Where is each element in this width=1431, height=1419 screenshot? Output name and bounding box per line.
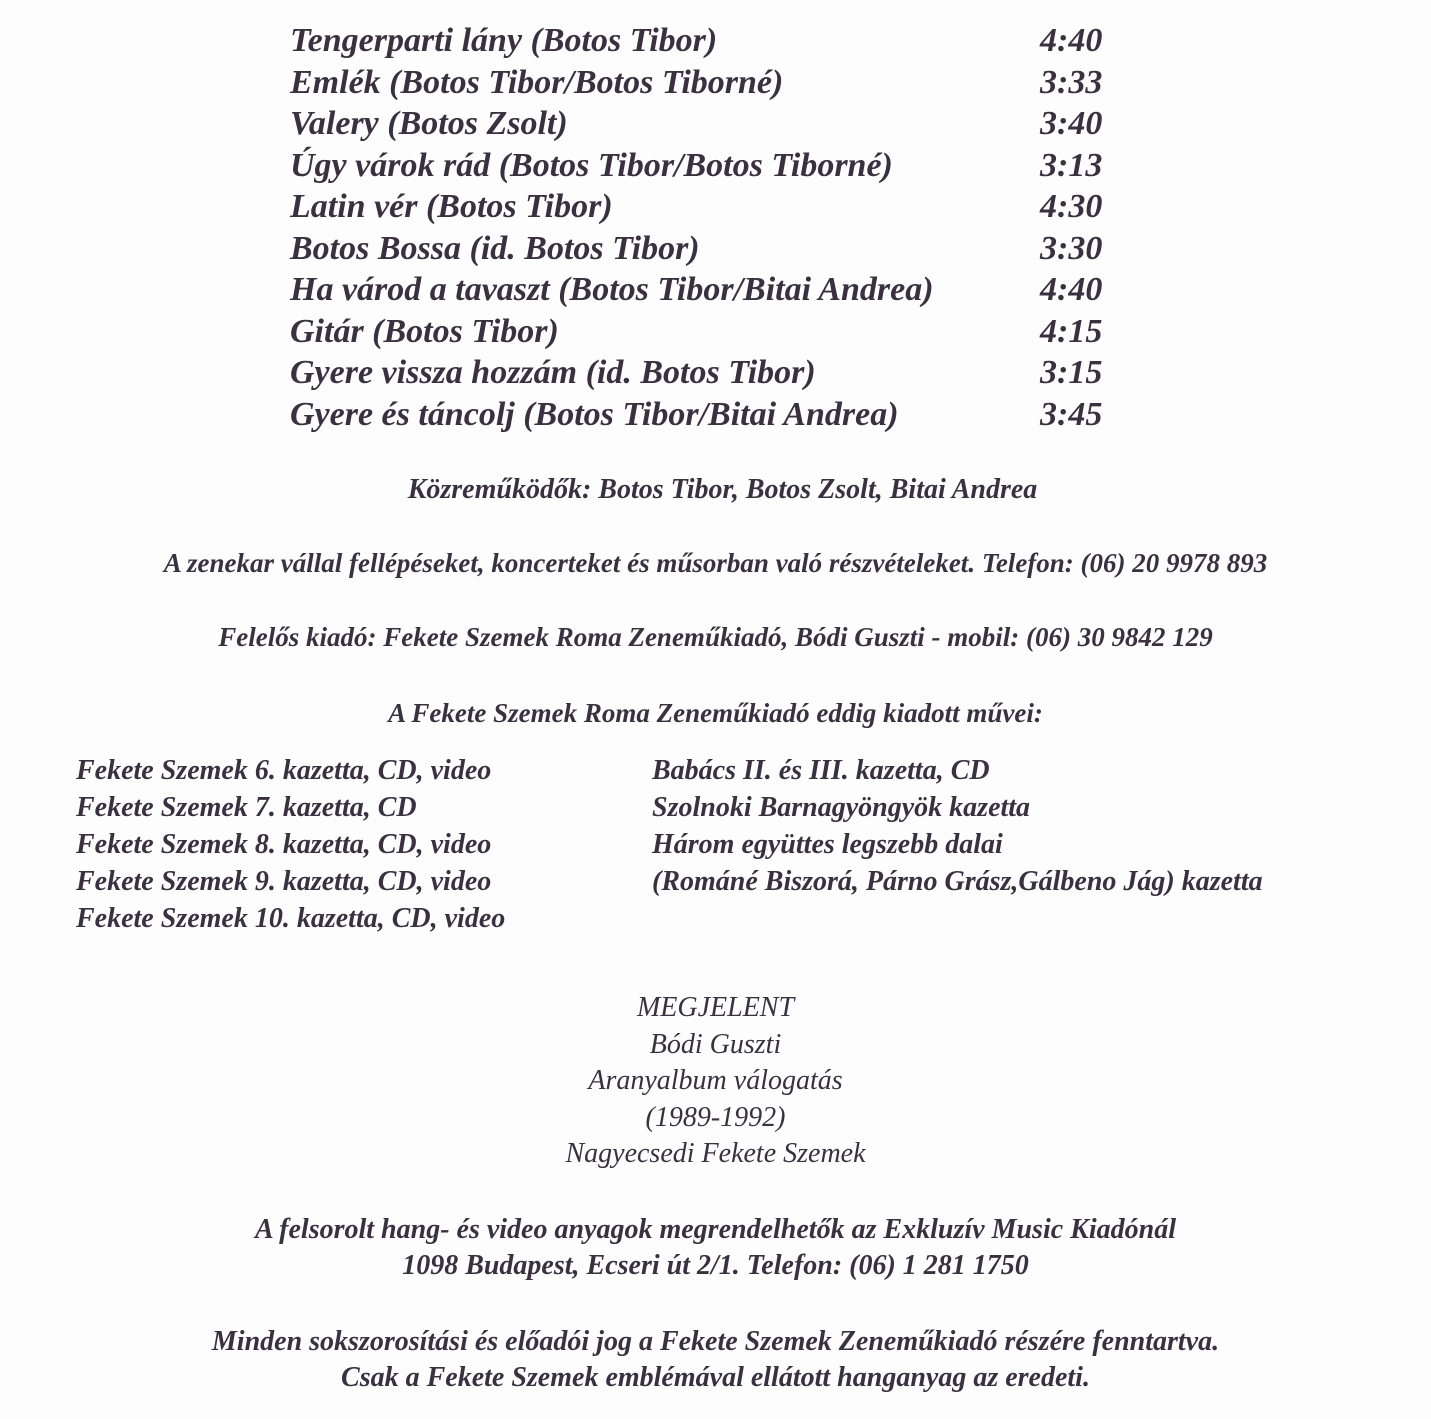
list-item: Három együttes legszebb dalai (652, 829, 1003, 860)
track-duration: 4:40 (1040, 271, 1103, 308)
publisher-line: Felelős kiadó: Fekete Szemek Roma Zeneműkiadó, Bódi Guszti - mobil: (06) 30 9842 129 (218, 622, 1213, 652)
list-item: (Románé Biszorá, Párno Grász,Gálbeno Jág) kazetta (652, 866, 1263, 897)
list-item: Fekete Szemek 9. kazetta, CD, video (76, 866, 492, 897)
booking-line: A zenekar vállal fellépéseket, koncerteket és műsorban való részvételeket. Telefon: (06) 20 9978 893 (163, 548, 1268, 578)
track-duration: 3:40 (1040, 105, 1103, 142)
track-duration: 3:30 (1040, 229, 1103, 267)
tracklist (290, 20, 1120, 435)
order-info (0, 1212, 1431, 1284)
track-row (290, 20, 1120, 62)
track-title: Úgy várok rád (Botos Tibor/Botos Tiborné) (290, 146, 893, 184)
track-duration: 3:45 (1040, 395, 1103, 433)
track-title: Latin vér (Botos Tibor) (290, 188, 613, 225)
releases-heading: A Fekete Szemek Roma Zeneműkiadó eddig kiadott művei: (388, 698, 1043, 728)
track-row (290, 311, 1120, 353)
track-title: Ha várod a tavaszt (Botos Tibor/Bitai Andrea) (290, 271, 934, 308)
list-item: Babács II. és III. kazetta, CD (652, 755, 990, 786)
track-row (290, 103, 1120, 145)
contributors-line: Közreműködők: Botos Tibor, Botos Zsolt, Bitai Andrea (407, 474, 1038, 505)
announcement-line: (1989-1992) (645, 1101, 786, 1133)
rights-line: Minden sokszorosítási és előadói jog a Fekete Szemek Zeneműkiadó részére fenntartva. (211, 1326, 1220, 1357)
track-row (290, 269, 1120, 311)
track-title: Gyere vissza hozzám (id. Botos Tibor) (290, 354, 816, 391)
track-duration: 4:30 (1040, 188, 1103, 225)
list-item: Szolnoki Barnagyöngyök kazetta (652, 792, 1031, 823)
announcement-line: Bódi Guszti (649, 1028, 782, 1060)
track-row (290, 228, 1120, 270)
list-item: Fekete Szemek 10. kazetta, CD, video (76, 903, 506, 934)
track-title: Gitár (Botos Tibor) (290, 312, 559, 350)
rights-line: Csak a Fekete Szemek emblémával ellátott hanganyag az eredeti. (341, 1362, 1090, 1393)
order-line: A felsorolt hang- és video anyagok megrendelhetők az Exkluzív Music Kiadónál (255, 1214, 1176, 1245)
track-duration: 3:33 (1040, 63, 1103, 101)
track-duration: 3:13 (1040, 146, 1103, 184)
album-announcement (0, 990, 1431, 1173)
track-row (290, 352, 1120, 394)
track-title: Valery (Botos Zsolt) (290, 105, 568, 142)
announcement-line: Aranyalbum válogatás (588, 1065, 843, 1096)
list-item: Fekete Szemek 6. kazetta, CD, video (76, 755, 492, 786)
list-item: Fekete Szemek 8. kazetta, CD, video (76, 829, 492, 860)
order-line: 1098 Budapest, Ecseri út 2/1. Telefon: (06) 1 281 1750 (402, 1250, 1029, 1281)
track-row (290, 394, 1120, 436)
announcement-line: MEGJELENT (636, 992, 795, 1023)
track-title: Botos Bossa (id. Botos Tibor) (290, 229, 700, 267)
track-title: Emlék (Botos Tibor/Botos Tiborné) (290, 63, 784, 101)
track-duration: 4:15 (1040, 312, 1103, 350)
releases-left-list (76, 752, 505, 937)
track-title: Gyere és táncolj (Botos Tibor/Bitai Andrea) (290, 395, 899, 433)
track-title: Tengerparti lány (Botos Tibor) (290, 22, 718, 59)
track-duration: 3:15 (1040, 354, 1103, 391)
track-row (290, 62, 1120, 104)
track-row (290, 186, 1120, 228)
track-duration: 4:40 (1040, 22, 1103, 59)
track-row (290, 145, 1120, 187)
releases-right-list (652, 752, 1263, 900)
list-item: Fekete Szemek 7. kazetta, CD (76, 792, 417, 823)
announcement-line: Nagyecsedi Fekete Szemek (565, 1138, 866, 1169)
rights-notice (0, 1324, 1431, 1396)
